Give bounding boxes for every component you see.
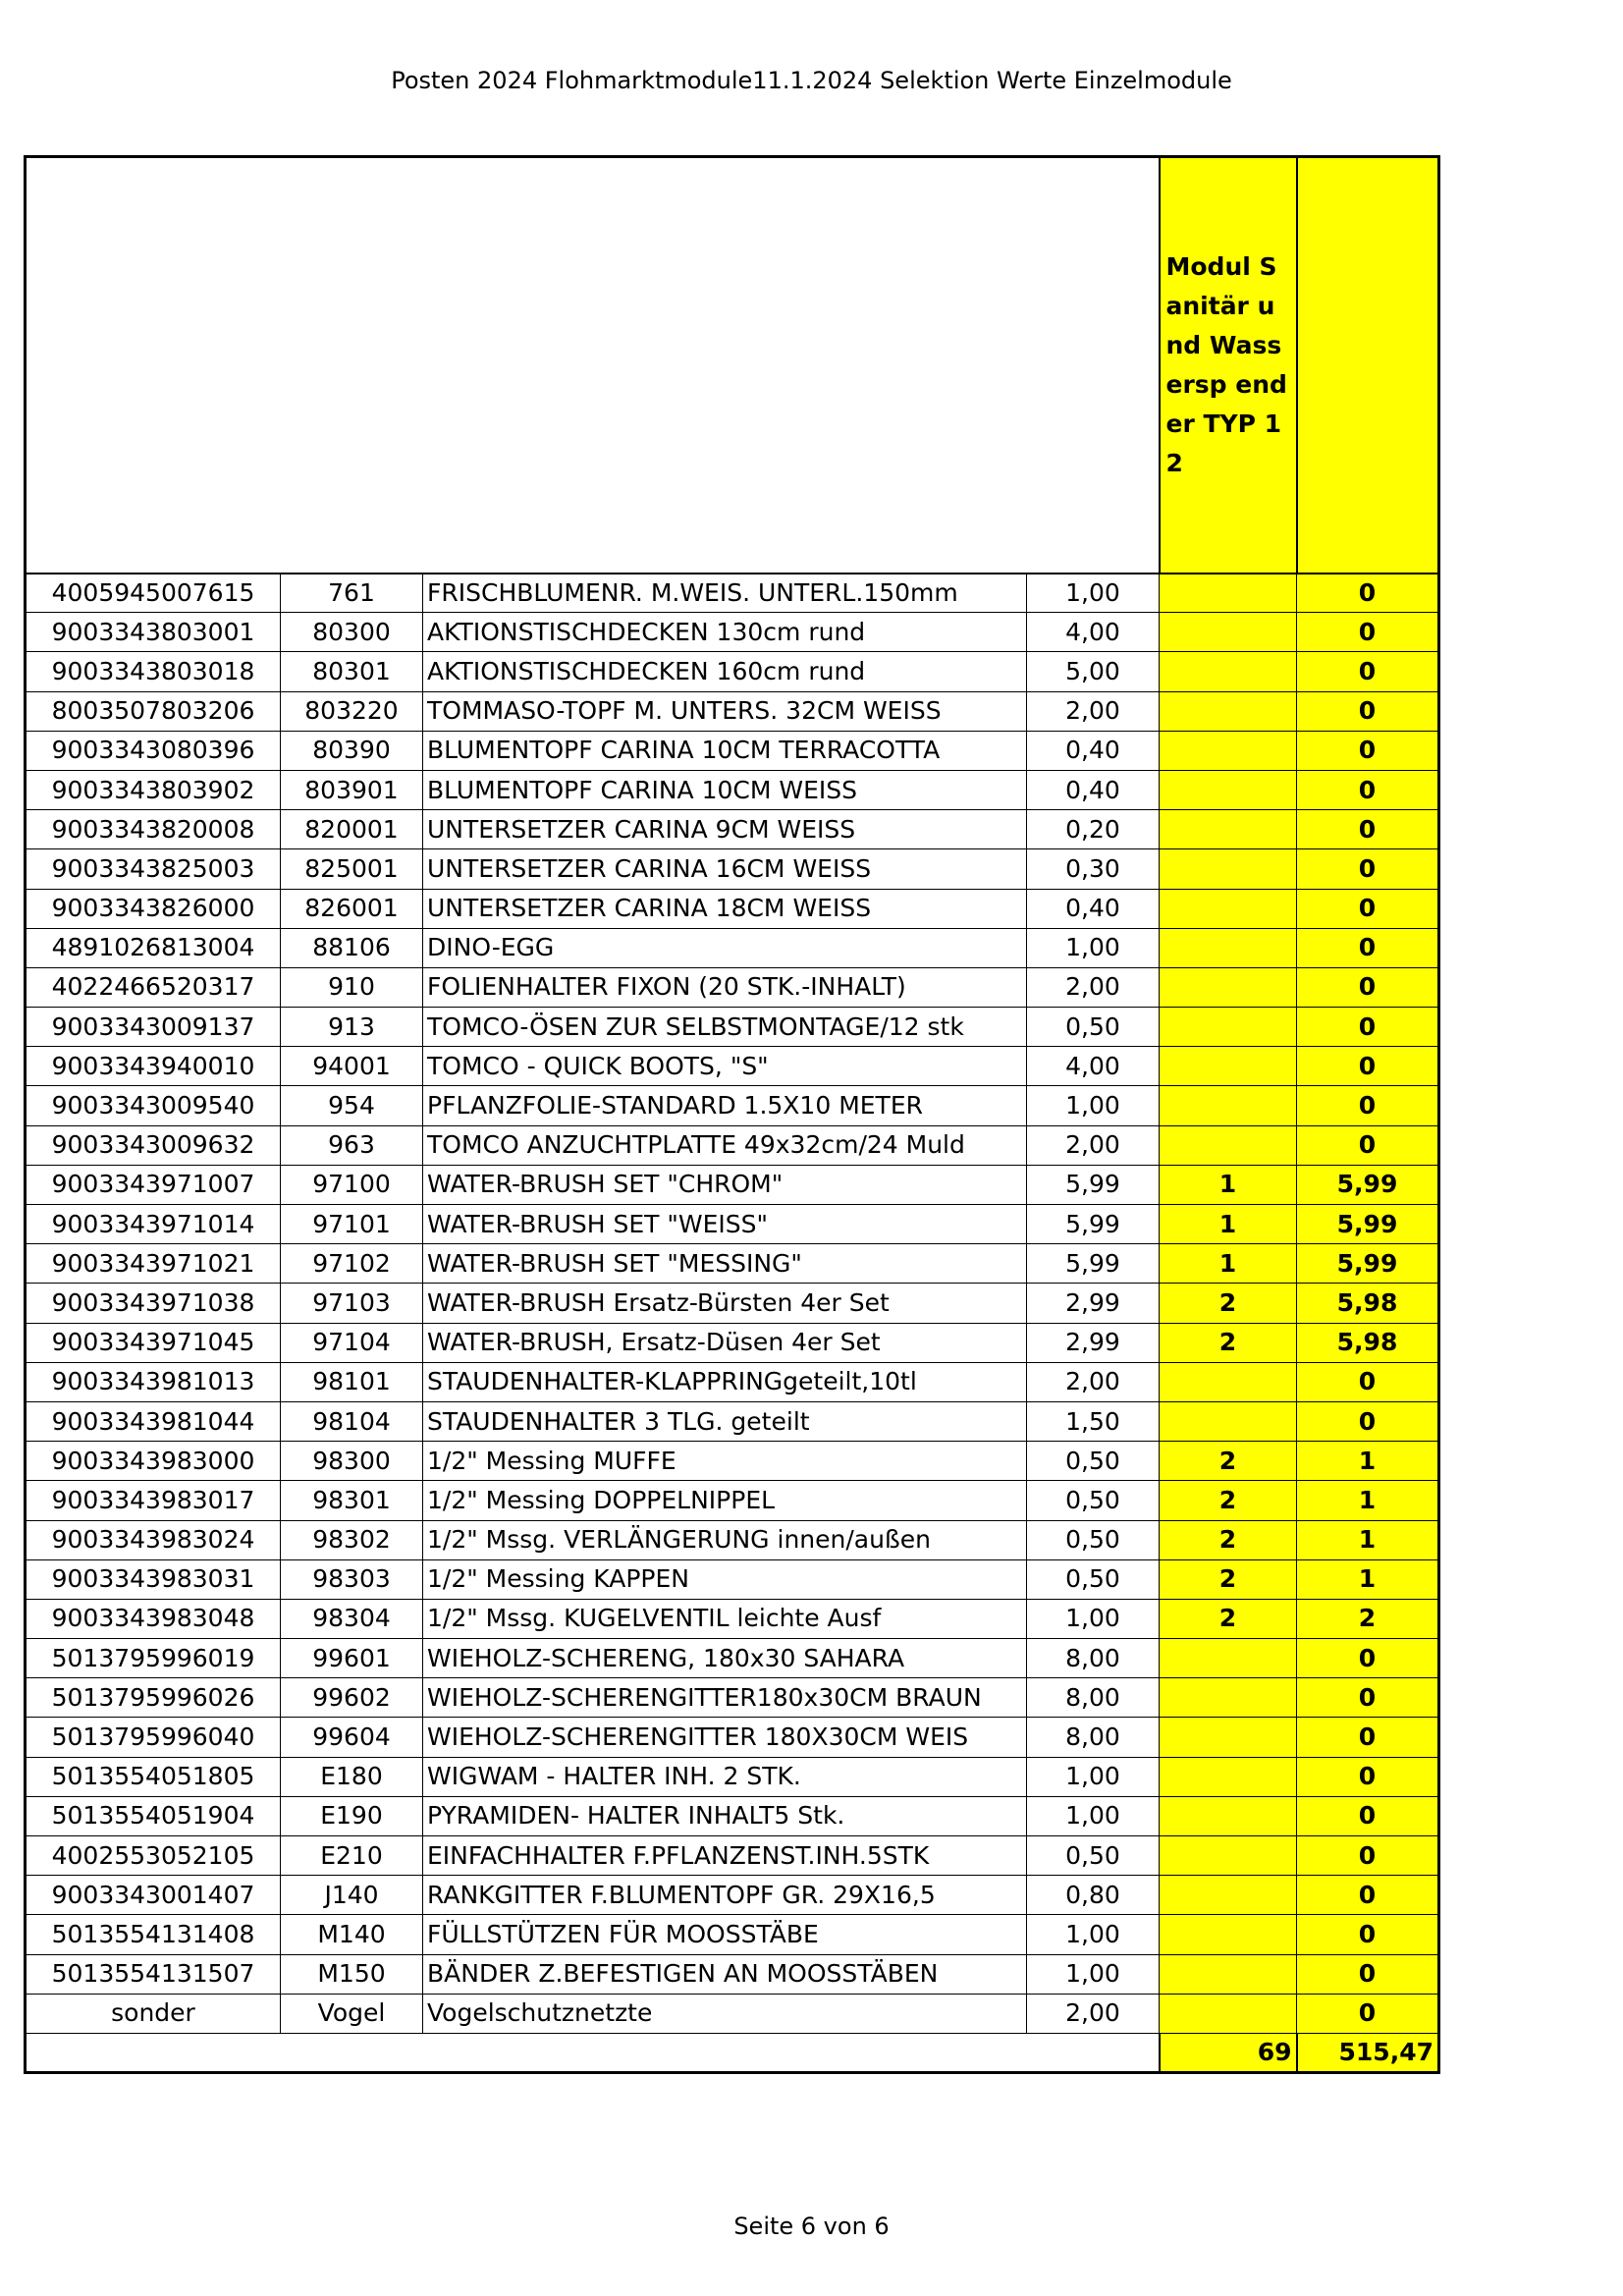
table-row — [26, 1678, 1439, 1718]
quantity-cell — [1160, 691, 1297, 731]
value-cell: 0 — [1297, 1086, 1439, 1125]
ean-cell: 9003343981013 — [26, 1362, 281, 1401]
quantity-cell — [1160, 1086, 1297, 1125]
price-cell: 0,20 — [1027, 810, 1160, 849]
price-cell: 1,00 — [1027, 1954, 1160, 1994]
ean-cell: 9003343971021 — [26, 1244, 281, 1284]
article-number-cell: 98303 — [281, 1559, 423, 1599]
price-cell: 2,00 — [1027, 1125, 1160, 1165]
description-cell: WIGWAM - HALTER INH. 2 STK. — [423, 1757, 1027, 1796]
quantity-cell — [1160, 889, 1297, 928]
price-cell: 0,40 — [1027, 731, 1160, 770]
description-cell: TOMCO ANZUCHTPLATTE 49x32cm/24 Muld — [423, 1125, 1027, 1165]
value-cell: 5,99 — [1297, 1165, 1439, 1204]
ean-cell: 9003343009632 — [26, 1125, 281, 1165]
price-cell: 2,00 — [1027, 691, 1160, 731]
table-row — [26, 574, 1439, 613]
value-cell: 0 — [1297, 1757, 1439, 1796]
table-row — [26, 1284, 1439, 1323]
description-cell: 1/2" Mssg. KUGELVENTIL leichte Ausf — [423, 1599, 1027, 1638]
value-cell: 0 — [1297, 1678, 1439, 1718]
ean-cell: 4002553052105 — [26, 1836, 281, 1876]
description-cell: BLUMENTOPF CARINA 10CM TERRACOTTA — [423, 731, 1027, 770]
ean-cell: 4005945007615 — [26, 574, 281, 613]
value-cell: 0 — [1297, 1362, 1439, 1401]
article-number-cell: 80300 — [281, 613, 423, 652]
quantity-cell — [1160, 928, 1297, 967]
ean-cell: sonder — [26, 1994, 281, 2033]
price-cell: 5,99 — [1027, 1205, 1160, 1244]
ean-cell: 5013795996040 — [26, 1718, 281, 1757]
value-cell: 0 — [1297, 1047, 1439, 1086]
quantity-cell — [1160, 731, 1297, 770]
quantity-cell — [1160, 1678, 1297, 1718]
price-cell: 0,50 — [1027, 1442, 1160, 1481]
article-number-cell: 97104 — [281, 1323, 423, 1362]
price-cell: 0,50 — [1027, 1520, 1160, 1559]
value-cell: 5,98 — [1297, 1323, 1439, 1362]
value-cell: 0 — [1297, 1994, 1439, 2033]
value-cell: 0 — [1297, 691, 1439, 731]
article-number-cell: M140 — [281, 1915, 423, 1954]
ean-cell: 9003343080396 — [26, 731, 281, 770]
quantity-cell — [1160, 1994, 1297, 2033]
table-row — [26, 849, 1439, 889]
value-cell: 1 — [1297, 1481, 1439, 1520]
ean-cell: 9003343820008 — [26, 810, 281, 849]
value-cell: 0 — [1297, 1915, 1439, 1954]
table-row — [26, 1323, 1439, 1362]
table-row — [26, 1165, 1439, 1204]
price-cell: 8,00 — [1027, 1639, 1160, 1678]
table-row — [26, 889, 1439, 928]
description-cell: TOMCO - QUICK BOOTS, "S" — [423, 1047, 1027, 1086]
table-row — [26, 1639, 1439, 1678]
description-cell: FOLIENHALTER FIXON (20 STK.-INHALT) — [423, 967, 1027, 1007]
price-cell: 0,40 — [1027, 889, 1160, 928]
table-row — [26, 1954, 1439, 1994]
header-row — [26, 157, 1439, 574]
table-row — [26, 1008, 1439, 1047]
quantity-cell: 2 — [1160, 1481, 1297, 1520]
price-cell: 2,00 — [1027, 1362, 1160, 1401]
description-cell: WATER-BRUSH, Ersatz-Düsen 4er Set — [423, 1323, 1027, 1362]
article-number-cell: E180 — [281, 1757, 423, 1796]
price-cell: 1,00 — [1027, 1599, 1160, 1638]
table-row — [26, 691, 1439, 731]
table-row — [26, 1481, 1439, 1520]
quantity-cell — [1160, 1047, 1297, 1086]
value-cell: 0 — [1297, 967, 1439, 1007]
article-number-cell: 97103 — [281, 1284, 423, 1323]
value-cell: 0 — [1297, 1718, 1439, 1757]
table-row — [26, 1442, 1439, 1481]
quantity-cell — [1160, 1639, 1297, 1678]
quantity-cell: 2 — [1160, 1520, 1297, 1559]
quantity-cell: 1 — [1160, 1205, 1297, 1244]
value-cell: 0 — [1297, 928, 1439, 967]
price-cell: 1,00 — [1027, 574, 1160, 613]
description-cell: WATER-BRUSH SET "MESSING" — [423, 1244, 1027, 1284]
table-row — [26, 731, 1439, 770]
price-cell: 1,00 — [1027, 1796, 1160, 1835]
description-cell: WIEHOLZ-SCHERENGITTER180x30CM BRAUN — [423, 1678, 1027, 1718]
total-quantity: 69 — [1160, 2033, 1297, 2072]
total-blank-cell — [423, 2033, 1027, 2072]
ean-cell: 9003343009137 — [26, 1008, 281, 1047]
ean-cell: 9003343009540 — [26, 1086, 281, 1125]
price-cell: 0,40 — [1027, 770, 1160, 809]
article-number-cell: 825001 — [281, 849, 423, 889]
price-cell: 4,00 — [1027, 613, 1160, 652]
article-number-cell: 803220 — [281, 691, 423, 731]
quantity-cell — [1160, 810, 1297, 849]
article-number-cell: 98304 — [281, 1599, 423, 1638]
quantity-cell: 2 — [1160, 1559, 1297, 1599]
article-number-cell: M150 — [281, 1954, 423, 1994]
ean-cell: 9003343826000 — [26, 889, 281, 928]
ean-cell: 9003343971038 — [26, 1284, 281, 1323]
table-row — [26, 810, 1439, 849]
article-number-cell: 954 — [281, 1086, 423, 1125]
module-table — [24, 155, 1440, 2074]
value-cell: 0 — [1297, 1639, 1439, 1678]
table-row — [26, 652, 1439, 691]
quantity-cell: 1 — [1160, 1165, 1297, 1204]
ean-cell: 9003343803001 — [26, 613, 281, 652]
table-row — [26, 1244, 1439, 1284]
quantity-cell — [1160, 770, 1297, 809]
total-blank-cell — [26, 2033, 281, 2072]
table-row — [26, 770, 1439, 809]
price-cell: 2,99 — [1027, 1323, 1160, 1362]
price-cell: 2,99 — [1027, 1284, 1160, 1323]
total-blank-cell — [281, 2033, 423, 2072]
modul-label: Modul Sanitär und Wassersp ender TYP 12 — [1165, 251, 1287, 477]
quantity-cell — [1160, 1876, 1297, 1915]
price-cell: 1,00 — [1027, 928, 1160, 967]
article-number-cell: 963 — [281, 1125, 423, 1165]
article-number-cell: 97102 — [281, 1244, 423, 1284]
article-number-cell: 80390 — [281, 731, 423, 770]
article-number-cell: Vogel — [281, 1994, 423, 2033]
quantity-cell — [1160, 849, 1297, 889]
table-row — [26, 1915, 1439, 1954]
description-cell: TOMMASO-TOPF M. UNTERS. 32CM WEISS — [423, 691, 1027, 731]
article-number-cell: J140 — [281, 1876, 423, 1915]
price-cell: 0,30 — [1027, 849, 1160, 889]
description-cell: PFLANZFOLIE-STANDARD 1.5X10 METER — [423, 1086, 1027, 1125]
quantity-cell — [1160, 1362, 1297, 1401]
description-cell: STAUDENHALTER-KLAPPRINGgeteilt,10tl — [423, 1362, 1027, 1401]
ean-cell: 9003343971007 — [26, 1165, 281, 1204]
modul-header-cell — [1160, 157, 1297, 574]
description-cell: BLUMENTOPF CARINA 10CM WEISS — [423, 770, 1027, 809]
ean-cell: 9003343983031 — [26, 1559, 281, 1599]
article-number-cell: 88106 — [281, 928, 423, 967]
price-cell: 1,00 — [1027, 1086, 1160, 1125]
value-cell: 0 — [1297, 849, 1439, 889]
article-number-cell: 913 — [281, 1008, 423, 1047]
article-number-cell: E210 — [281, 1836, 423, 1876]
quantity-cell — [1160, 652, 1297, 691]
description-cell: Vogelschutznetzte — [423, 1994, 1027, 2033]
page-footer: Seite 6 von 6 — [733, 2213, 890, 2240]
value-cell: 5,98 — [1297, 1284, 1439, 1323]
article-number-cell: 98301 — [281, 1481, 423, 1520]
price-cell: 5,99 — [1027, 1165, 1160, 1204]
price-cell: 2,00 — [1027, 967, 1160, 1007]
price-cell: 0,50 — [1027, 1008, 1160, 1047]
table-row — [26, 1362, 1439, 1401]
price-cell: 4,00 — [1027, 1047, 1160, 1086]
value-cell: 0 — [1297, 1125, 1439, 1165]
article-number-cell: 99604 — [281, 1718, 423, 1757]
article-number-cell: 80301 — [281, 652, 423, 691]
price-cell: 5,00 — [1027, 652, 1160, 691]
value-cell: 5,99 — [1297, 1244, 1439, 1284]
description-cell: BÄNDER Z.BEFESTIGEN AN MOOSSTÄBEN — [423, 1954, 1027, 1994]
quantity-cell — [1160, 1008, 1297, 1047]
description-cell: UNTERSETZER CARINA 18CM WEISS — [423, 889, 1027, 928]
table-row — [26, 1994, 1439, 2033]
description-cell: STAUDENHALTER 3 TLG. geteilt — [423, 1401, 1027, 1441]
value-cell: 0 — [1297, 731, 1439, 770]
description-cell: 1/2" Messing MUFFE — [423, 1442, 1027, 1481]
value-cell: 1 — [1297, 1442, 1439, 1481]
article-number-cell: 826001 — [281, 889, 423, 928]
ean-cell: 9003343825003 — [26, 849, 281, 889]
table-row — [26, 1205, 1439, 1244]
value-cell: 2 — [1297, 1599, 1439, 1638]
table-row — [26, 928, 1439, 967]
article-number-cell: 761 — [281, 574, 423, 613]
description-cell: FÜLLSTÜTZEN FÜR MOOSSTÄBE — [423, 1915, 1027, 1954]
description-cell: AKTIONSTISCHDECKEN 130cm rund — [423, 613, 1027, 652]
table-row — [26, 1125, 1439, 1165]
quantity-cell — [1160, 1915, 1297, 1954]
article-number-cell: 98302 — [281, 1520, 423, 1559]
price-cell: 0,80 — [1027, 1876, 1160, 1915]
header-blank-cell — [281, 157, 423, 574]
ean-cell: 5013554131408 — [26, 1915, 281, 1954]
quantity-cell: 2 — [1160, 1599, 1297, 1638]
ean-cell: 9003343983048 — [26, 1599, 281, 1638]
ean-cell: 5013795996019 — [26, 1639, 281, 1678]
ean-cell: 9003343940010 — [26, 1047, 281, 1086]
value-header-cell — [1297, 157, 1439, 574]
ean-cell: 5013554051904 — [26, 1796, 281, 1835]
price-cell: 1,00 — [1027, 1915, 1160, 1954]
description-cell: RANKGITTER F.BLUMENTOPF GR. 29X16,5 — [423, 1876, 1027, 1915]
ean-cell: 8003507803206 — [26, 691, 281, 731]
quantity-cell — [1160, 1796, 1297, 1835]
header-blank-cell — [423, 157, 1027, 574]
ean-cell: 9003343971045 — [26, 1323, 281, 1362]
price-cell: 0,50 — [1027, 1836, 1160, 1876]
ean-cell: 4891026813004 — [26, 928, 281, 967]
value-cell: 0 — [1297, 889, 1439, 928]
ean-cell: 9003343983017 — [26, 1481, 281, 1520]
value-cell: 0 — [1297, 1008, 1439, 1047]
value-cell: 0 — [1297, 1876, 1439, 1915]
ean-cell: 9003343983024 — [26, 1520, 281, 1559]
table-row — [26, 1520, 1439, 1559]
price-cell: 1,50 — [1027, 1401, 1160, 1441]
description-cell: 1/2" Messing DOPPELNIPPEL — [423, 1481, 1027, 1520]
header-blank-cell — [1027, 157, 1160, 574]
value-cell: 0 — [1297, 613, 1439, 652]
value-cell: 0 — [1297, 652, 1439, 691]
ean-cell: 5013554131507 — [26, 1954, 281, 1994]
description-cell: WIEHOLZ-SCHERENG, 180x30 SAHARA — [423, 1639, 1027, 1678]
description-cell: TOMCO-ÖSEN ZUR SELBSTMONTAGE/12 stk — [423, 1008, 1027, 1047]
article-number-cell: 99602 — [281, 1678, 423, 1718]
quantity-cell: 2 — [1160, 1323, 1297, 1362]
table-row — [26, 967, 1439, 1007]
quantity-cell: 2 — [1160, 1442, 1297, 1481]
ean-cell: 9003343803902 — [26, 770, 281, 809]
description-cell: UNTERSETZER CARINA 9CM WEISS — [423, 810, 1027, 849]
description-cell: WATER-BRUSH SET "WEISS" — [423, 1205, 1027, 1244]
quantity-cell — [1160, 613, 1297, 652]
value-cell: 0 — [1297, 1796, 1439, 1835]
table-row — [26, 1757, 1439, 1796]
price-cell: 2,00 — [1027, 1994, 1160, 2033]
table-row — [26, 1599, 1439, 1638]
ean-cell: 9003343803018 — [26, 652, 281, 691]
description-cell: UNTERSETZER CARINA 16CM WEISS — [423, 849, 1027, 889]
ean-cell: 9003343001407 — [26, 1876, 281, 1915]
description-cell: PYRAMIDEN- HALTER INHALT5 Stk. — [423, 1796, 1027, 1835]
table-row — [26, 1796, 1439, 1835]
value-cell: 0 — [1297, 1401, 1439, 1441]
table-row — [26, 1047, 1439, 1086]
article-number-cell: 98101 — [281, 1362, 423, 1401]
table-row — [26, 1086, 1439, 1125]
quantity-cell — [1160, 1757, 1297, 1796]
article-number-cell: 910 — [281, 967, 423, 1007]
quantity-cell — [1160, 1718, 1297, 1757]
article-number-cell: 820001 — [281, 810, 423, 849]
ean-cell: 9003343983000 — [26, 1442, 281, 1481]
price-cell: 1,00 — [1027, 1757, 1160, 1796]
value-cell: 0 — [1297, 574, 1439, 613]
value-cell: 0 — [1297, 770, 1439, 809]
ean-cell: 5013795996026 — [26, 1678, 281, 1718]
price-cell: 0,50 — [1027, 1559, 1160, 1599]
price-cell: 8,00 — [1027, 1678, 1160, 1718]
ean-cell: 5013554051805 — [26, 1757, 281, 1796]
table-row — [26, 1718, 1439, 1757]
value-cell: 1 — [1297, 1520, 1439, 1559]
description-cell: 1/2" Messing KAPPEN — [423, 1559, 1027, 1599]
total-value: 515,47 — [1297, 2033, 1439, 2072]
description-cell: WATER-BRUSH Ersatz-Bürsten 4er Set — [423, 1284, 1027, 1323]
description-cell: WIEHOLZ-SCHERENGITTER 180X30CM WEIS — [423, 1718, 1027, 1757]
table-row — [26, 1876, 1439, 1915]
table-row — [26, 613, 1439, 652]
description-cell: AKTIONSTISCHDECKEN 160cm rund — [423, 652, 1027, 691]
quantity-cell — [1160, 1836, 1297, 1876]
quantity-cell: 1 — [1160, 1244, 1297, 1284]
article-number-cell: 98104 — [281, 1401, 423, 1441]
value-cell: 5,99 — [1297, 1205, 1439, 1244]
quantity-cell — [1160, 1954, 1297, 1994]
total-row — [26, 2033, 1439, 2072]
description-cell: EINFACHHALTER F.PFLANZENST.INH.5STK — [423, 1836, 1027, 1876]
value-cell: 0 — [1297, 1836, 1439, 1876]
ean-cell: 9003343971014 — [26, 1205, 281, 1244]
ean-cell: 4022466520317 — [26, 967, 281, 1007]
quantity-cell — [1160, 1125, 1297, 1165]
value-cell: 1 — [1297, 1559, 1439, 1599]
article-number-cell: 99601 — [281, 1639, 423, 1678]
quantity-cell: 2 — [1160, 1284, 1297, 1323]
description-cell: WATER-BRUSH SET "CHROM" — [423, 1165, 1027, 1204]
article-number-cell: 97101 — [281, 1205, 423, 1244]
quantity-cell — [1160, 967, 1297, 1007]
price-cell: 5,99 — [1027, 1244, 1160, 1284]
price-cell: 8,00 — [1027, 1718, 1160, 1757]
article-number-cell: 97100 — [281, 1165, 423, 1204]
description-cell: DINO-EGG — [423, 928, 1027, 967]
quantity-cell — [1160, 574, 1297, 613]
table-row — [26, 1836, 1439, 1876]
header-blank-cell — [26, 157, 281, 574]
value-cell: 0 — [1297, 810, 1439, 849]
table-row — [26, 1401, 1439, 1441]
page-title: Posten 2024 Flohmarktmodule11.1.2024 Selektion Werte Einzelmodule — [391, 67, 1232, 94]
price-cell: 0,50 — [1027, 1481, 1160, 1520]
description-cell: 1/2" Mssg. VERLÄNGERUNG innen/außen — [423, 1520, 1027, 1559]
description-cell: FRISCHBLUMENR. M.WEIS. UNTERL.150mm — [423, 574, 1027, 613]
ean-cell: 9003343981044 — [26, 1401, 281, 1441]
total-blank-cell — [1027, 2033, 1160, 2072]
quantity-cell — [1160, 1401, 1297, 1441]
article-number-cell: 98300 — [281, 1442, 423, 1481]
article-number-cell: E190 — [281, 1796, 423, 1835]
table-row — [26, 1559, 1439, 1599]
article-number-cell: 94001 — [281, 1047, 423, 1086]
value-cell: 0 — [1297, 1954, 1439, 1994]
article-number-cell: 803901 — [281, 770, 423, 809]
